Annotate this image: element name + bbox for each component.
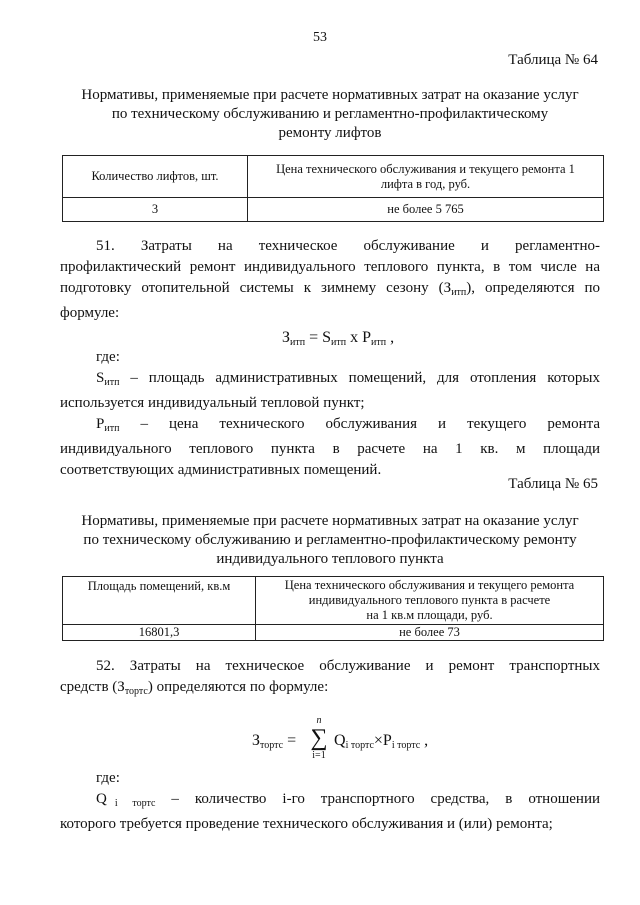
text-fragment: – цена технического обслуживания и текущего ремонта xyxy=(119,416,600,432)
section-51-definitions xyxy=(60,347,600,481)
formula-symbol: = S xyxy=(305,329,332,346)
text-fragment: ) определяются по формуле: xyxy=(147,679,329,695)
page-number: 53 xyxy=(313,30,327,45)
subscript: итп xyxy=(104,377,120,388)
text-fragment: P xyxy=(96,416,105,432)
text-line xyxy=(60,278,600,303)
formula-symbol: ×P xyxy=(373,732,392,749)
heading-line: по техническому обслуживанию и регламентно-профилактическому ремонту xyxy=(83,532,577,548)
text-fragment: – количество i-го транспортного средства, в отношении xyxy=(155,791,600,807)
formula-symbol: Q xyxy=(334,732,346,749)
table-header-cell: Количество лифтов, шт. xyxy=(63,156,248,198)
table-65-heading xyxy=(60,512,600,569)
formula-symbol: З xyxy=(282,329,291,346)
subscript: итп xyxy=(371,337,387,348)
text-line xyxy=(60,414,600,439)
text-fragment: Q xyxy=(96,791,107,807)
subscript: тортс xyxy=(260,740,284,751)
section-52-text xyxy=(60,656,600,702)
formula-left xyxy=(252,732,296,751)
sum-lower-limit: i=1 xyxy=(312,750,326,761)
table-row xyxy=(63,198,604,222)
table-header-row xyxy=(63,156,604,198)
subscript: итп xyxy=(290,337,306,348)
text-fragment: подготовку отопительной системы к зимнему сезону (З xyxy=(60,280,452,296)
table-header-cell xyxy=(248,156,604,198)
sum-upper-limit: n xyxy=(316,715,322,726)
table-64-label: Таблица № 64 xyxy=(508,52,598,68)
subscript: итп xyxy=(331,337,347,348)
formula-symbol: , xyxy=(420,732,429,749)
header-line: Цена технического обслуживания и текущего ремонта 1 xyxy=(276,161,575,176)
subscript: i тортс xyxy=(114,798,156,809)
table-cell: 16801,3 xyxy=(63,625,256,641)
where-label: где: xyxy=(96,349,120,365)
text-line: используется индивидуальный тепловой пункт; xyxy=(60,395,365,411)
table-header-row xyxy=(63,577,604,625)
text-line: которого требуется проведение технического обслуживания и (или) ремонта; xyxy=(60,816,553,832)
section-52-definitions xyxy=(60,768,600,835)
header-line: Цена технического обслуживания и текущего ремонта xyxy=(284,578,575,592)
text-line xyxy=(60,789,600,814)
subscript: i тортс xyxy=(345,740,374,751)
sigma-icon: ∑ xyxy=(310,725,328,751)
text-fragment: ), определяются по xyxy=(466,280,600,296)
text-line: 51. Затраты на техническое обслуживание и регламентно- xyxy=(96,238,600,254)
subscript: i тортс xyxy=(391,740,421,751)
table-64 xyxy=(62,155,604,222)
formula-symbol: , xyxy=(386,329,395,346)
subscript: итп xyxy=(104,423,120,434)
table-header-cell: Площадь помещений, кв.м xyxy=(63,577,256,625)
formula-symbol: x P xyxy=(346,329,371,346)
summation-symbol xyxy=(307,716,331,762)
table-row xyxy=(63,625,604,641)
table-cell: 3 xyxy=(63,198,248,222)
text-line: профилактический ремонт индивидуального теплового пункта, в том числе на xyxy=(60,259,600,275)
text-line: соответствующих административных помещений. xyxy=(60,462,382,478)
header-line: на 1 кв.м площади, руб. xyxy=(366,608,493,622)
heading-line: по техническому обслуживанию и регламентно-профилактическому xyxy=(111,106,549,122)
text-line xyxy=(60,677,600,702)
text-line xyxy=(60,368,600,393)
subscript: тортс xyxy=(124,686,148,697)
table-64-heading xyxy=(60,86,600,143)
heading-line: ремонту лифтов xyxy=(278,125,382,141)
where-label: где: xyxy=(96,770,120,786)
section-51-text xyxy=(60,236,600,324)
table-65-label: Таблица № 65 xyxy=(508,476,598,492)
header-line: индивидуального теплового пункта в расчете xyxy=(308,593,551,607)
text-fragment: S xyxy=(96,370,105,386)
text-fragment: – площадь административных помещений, для отопления которых xyxy=(119,370,600,386)
heading-line: индивидуального теплового пункта xyxy=(216,551,444,567)
formula-symbol: = xyxy=(283,732,297,749)
heading-line: Нормативы, применяемые при расчете нормативных затрат на оказание услуг xyxy=(81,513,579,529)
text-line: 52. Затраты на техническое обслуживание и ремонт транспортных xyxy=(96,658,600,674)
subscript: итп xyxy=(451,287,467,298)
formula-itp xyxy=(282,329,394,348)
heading-line: Нормативы, применяемые при расчете нормативных затрат на оказание услуг xyxy=(81,87,579,103)
formula-symbol: З xyxy=(252,732,261,749)
text-line: формуле: xyxy=(60,305,120,321)
table-header-cell xyxy=(256,577,604,625)
formula-right xyxy=(334,732,428,751)
table-cell: не более 5 765 xyxy=(248,198,604,222)
header-line: лифта в год, руб. xyxy=(380,176,471,191)
text-fragment: средств (З xyxy=(60,679,125,695)
text-line: индивидуального теплового пункта в расчете на 1 кв. м площади xyxy=(60,441,600,457)
table-65 xyxy=(62,576,604,641)
table-cell: не более 73 xyxy=(256,625,604,641)
